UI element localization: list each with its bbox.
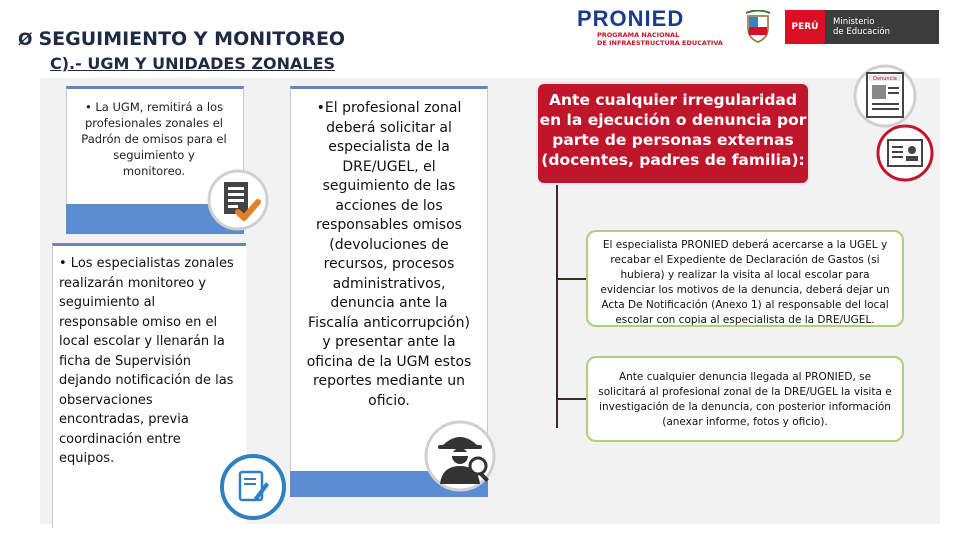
zonal-professional-card (290, 86, 488, 471)
connector-branch-2 (556, 398, 586, 400)
checklist-document-icon (206, 168, 270, 232)
ministry-line2: de Educación (833, 27, 890, 37)
connector-vertical (556, 185, 558, 428)
form-pen-icon (218, 452, 288, 522)
ugm-remit-text: • La UGM, remitirá a los profesionales zonales el Padrón de omisos para el seguimiento y monitoreo. (81, 100, 227, 178)
page-title (18, 28, 345, 50)
investigator-icon (422, 418, 498, 494)
connector-branch-1 (556, 278, 586, 280)
pronied-specialist-step: El especialista PRONIED deberá acercarse a la UGEL y recabar el Expediente de Declaración de Gastos (si hubiera) y realizar la visita al local escolar para evidenciar los motivos de la denuncia, deberá dejar un Acta De Notificación (Anexo 1) al responsable del local escolar con copia al especialista de la DRE/UGEL. (586, 230, 904, 327)
irregularity-heading: Ante cualquier irregularidad en la ejecución o denuncia por parte de personas externas (docentes, padres de familia): (536, 82, 810, 185)
ministry-line1: Ministerio (833, 17, 875, 27)
zonal-professional-text: •El profesional zonal deberá solicitar al especialista de la DRE/UGEL, el seguimiento de las acciones de los responsables omisos (devoluciones de recursos, procesos administrativos, denuncia ante la Fiscalía anticorrupción) y presentar ante la oficina de la UGM estos reportes mediante un oficio. (306, 100, 472, 409)
pronied-logo (575, 6, 725, 50)
pronied-logo-subtitle (597, 31, 723, 47)
id-card-icon (874, 122, 936, 184)
pronied-logo-line1: PROGRAMA NACIONAL (597, 31, 680, 39)
complaint-document-icon (852, 63, 918, 129)
peru-ministry-logo (785, 10, 939, 44)
page-subtitle: C).- UGM Y UNIDADES ZONALES (50, 54, 336, 73)
specialists-monitoring-text: • Los especialistas zonales realizarán monitoreo y seguimiento al responsable omiso en el local escolar y llenarán la ficha de Supervisión dejando notificación de las observaciones encontradas, previa coordinación entre equipos. (59, 256, 234, 466)
complaint-handling-step: Ante cualquier denuncia llegada al PRONIED, se solicitará al profesional zonal de la DRE/UGEL la visita e investigación de la denuncia, con posterior información (anexar informe, fotos y oficio). (586, 356, 904, 442)
pronied-logo-name: PRONIED (577, 6, 685, 31)
page-title-text: SEGUIMIENTO Y MONITOREO (38, 28, 346, 50)
specialists-monitoring-card (52, 243, 246, 528)
complaint-label: Denuncia (873, 76, 897, 82)
logo-band (575, 6, 939, 50)
pronied-logo-line2: DE INFRAESTRUCTURA EDUCATIVA (597, 39, 723, 47)
ministry-label (825, 10, 939, 44)
peru-label: PERÚ (785, 10, 825, 44)
coat-of-arms-icon (743, 10, 773, 44)
arrow-bullet-icon: Ø (18, 30, 33, 50)
